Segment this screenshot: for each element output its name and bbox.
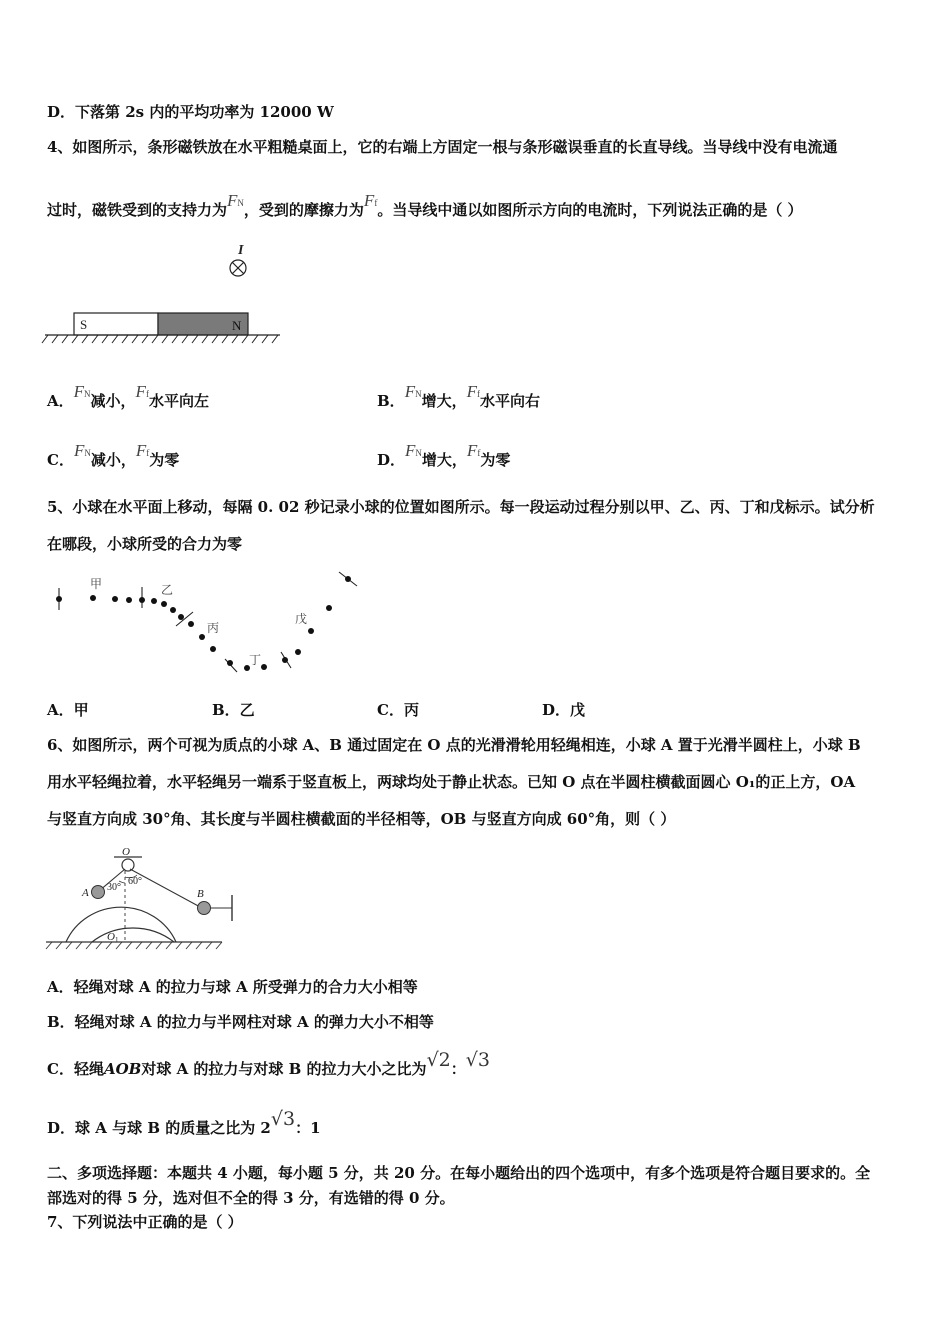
table-hatching [42, 335, 278, 343]
ff-symbol: Ff [363, 191, 378, 210]
q4-option-c[interactable]: C．FN减小，Ff为零 [47, 441, 180, 469]
segment-bing-label: 丙 [207, 621, 220, 635]
q6-option-d[interactable]: D．球 A 与球 B 的质量之比为 2√3：1 [47, 1108, 321, 1137]
q6-stem-line2: 用水平轻绳拉着，水平轻绳另一端系于竖直板上，两球均处于静止状态。已知 O 点在半圆柱横截面圆心 O₁的正上方，OA [47, 773, 856, 791]
label-b: B [197, 888, 204, 900]
half-cylinder-arc [66, 907, 176, 942]
q4-stem-part1: 过时，磁铁受到的支持力为 [47, 201, 228, 219]
q5-stem-line1: 5、小球在水平面上移动，每隔 0. 02 秒记录小球的位置如图所示。每一段运动过程分别以甲、乙、丙、丁和戊标示。试分析 [47, 498, 875, 516]
sqrt-2: √2 [426, 1049, 451, 1071]
q5-option-d[interactable]: D．戊 [542, 701, 586, 719]
section2-line1: 二、多项选择题：本题共 4 小题，每小题 5 分，共 20 分。在每小题给出的四个选项中，有多个选项是符合题目要求的。全 [47, 1164, 871, 1182]
angle-30-label: 30° [107, 882, 121, 893]
q4-option-d[interactable]: D．FN增大，Ff为零 [377, 441, 511, 469]
ground-hatching [46, 942, 222, 949]
q4-stem-line1: 4、如图所示，条形磁铁放在水平粗糙桌面上，它的右端上方固定一根与条形磁误垂直的长直导线。当导线中没有电流通 [47, 138, 838, 156]
rope-ob [130, 869, 202, 908]
section2-line2: 部选对的得 5 分，选对但不全的得 3 分，有选错的得 0 分。 [47, 1189, 455, 1207]
label-a: A [82, 887, 89, 899]
q5-option-c[interactable]: C．丙 [377, 701, 419, 719]
q5-stem-line2: 在哪段，小球所受的合力为零 [47, 535, 243, 553]
prev-option-d: D．下落第 2s 内的平均功率为 12000 W [47, 103, 334, 121]
q4-option-b[interactable]: B．FN增大，Ff水平向右 [377, 382, 540, 410]
q4-magnet-figure [40, 238, 290, 348]
ball-b [198, 902, 211, 915]
magnet-s-label: S [80, 317, 88, 332]
q5-motion-figure [45, 566, 375, 686]
segment-ding-label: 丁 [249, 653, 262, 667]
label-o: O [122, 846, 130, 858]
q6-option-a[interactable]: A．轻绳对球 A 的拉力与球 A 所受弹力的合力大小相等 [47, 978, 418, 996]
q4-option-a[interactable]: A．FN减小，Ff水平向左 [47, 382, 209, 410]
current-label: I [238, 243, 244, 258]
q6-pulley-figure [44, 843, 244, 953]
segment-yi-label: 乙 [161, 583, 174, 597]
q5-option-b[interactable]: B．乙 [212, 701, 255, 719]
sqrt-3: √3 [465, 1049, 490, 1071]
current-into-page-icon [230, 260, 246, 276]
fn-symbol: FN [227, 191, 244, 210]
pulley-icon [122, 859, 134, 871]
q4-stem-line2 [47, 191, 803, 222]
q5-option-a[interactable]: A．甲 [47, 701, 89, 719]
half-cylinder [92, 928, 174, 942]
segment-wu-label: 戊 [295, 612, 308, 626]
q6-stem-line1: 6、如图所示，两个可视为质点的小球 A、B 通过固定在 O 点的光滑滑轮用轻绳相连，小球 A 置于光滑半圆柱上，小球 B [47, 736, 861, 754]
q4-stem-part3: 。当导线中通以如图所示方向的电流时，下列说法正确的是（ ） [377, 201, 803, 219]
sqrt-3: √3 [270, 1108, 296, 1130]
angle-60-label: 60° [128, 876, 142, 887]
q7-stem: 7、下列说法中正确的是（ ） [47, 1213, 243, 1231]
ball-a [92, 886, 105, 899]
q6-option-c[interactable]: C．轻绳AOB对球 A 的拉力与对球 B 的拉力大小之比为√2：√3 [47, 1049, 490, 1078]
label-o1: O1 [107, 931, 119, 944]
segment-jia-label: 甲 [90, 577, 103, 591]
magnet-n-label: N [232, 318, 242, 333]
q4-stem-part2: ，受到的摩擦力为 [243, 201, 364, 219]
q6-option-b[interactable]: B．轻绳对球 A 的拉力与半网柱对球 A 的弹力大小不相等 [47, 1013, 434, 1031]
q6-stem-line3: 与竖直方向成 30°角、其长度与半圆柱横截面的半径相等，OB 与竖直方向成 60°角，则（ ） [47, 810, 676, 828]
